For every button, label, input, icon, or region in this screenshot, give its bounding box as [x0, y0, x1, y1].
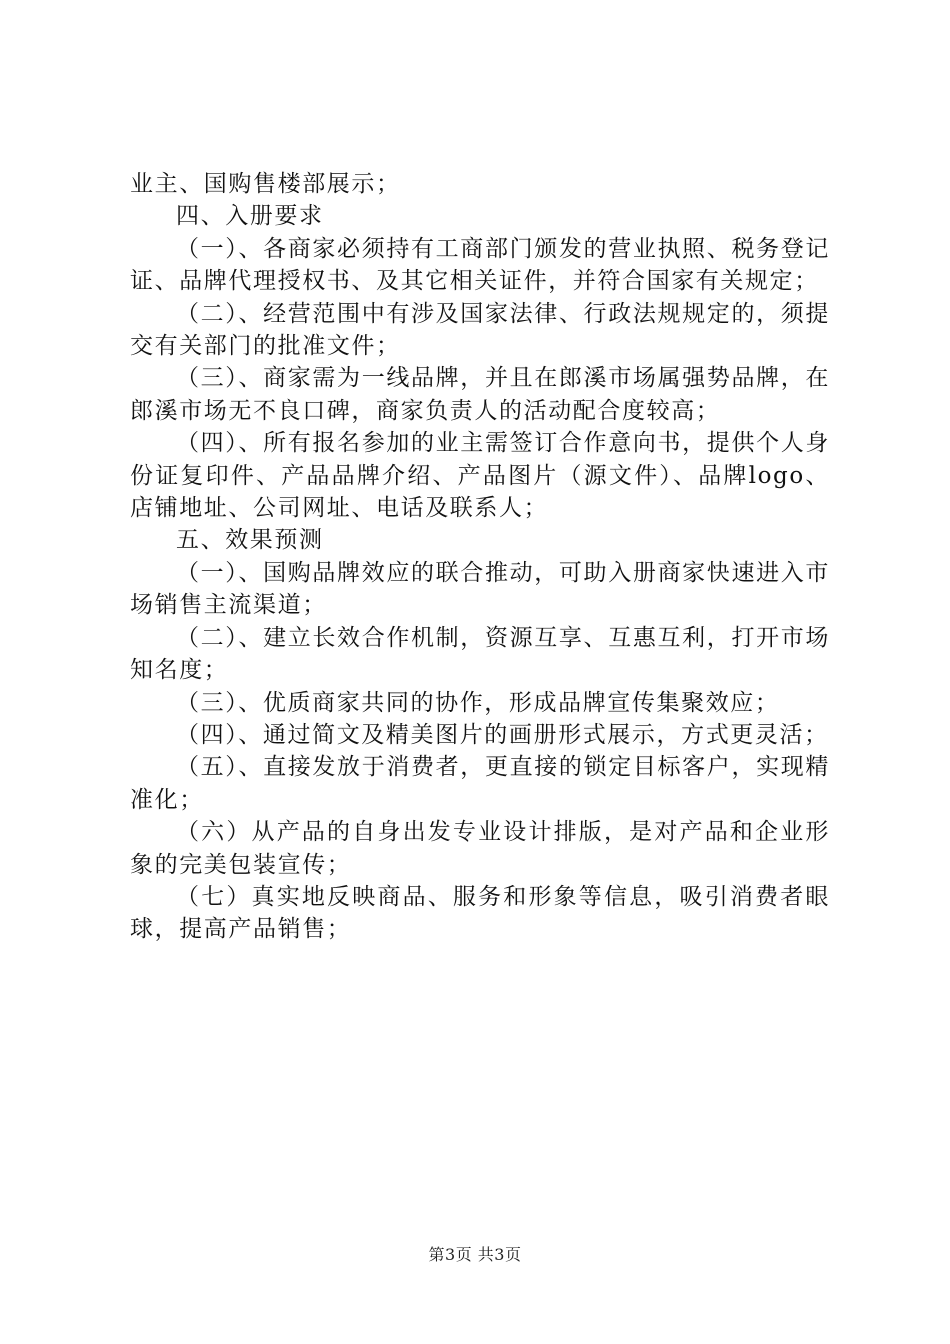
document-body — [130, 168, 830, 946]
requirement-item-1: （一）、各商家必须持有工商部门颁发的营业执照、税务登记证、品牌代理授权书、及其它相关证件，并符合国家有关规定； — [130, 235, 830, 295]
effect-item-3: （三）、优质商家共同的协作，形成品牌宣传集聚效应； — [176, 689, 780, 716]
paragraph-continuation: 业主、国购售楼部展示； — [130, 171, 401, 197]
effect-item-1: （一）、国购品牌效应的联合推动，可助入册商家快速进入市场销售主流渠道； — [130, 559, 830, 619]
section-heading-effects: 五、效果预测 — [176, 527, 324, 554]
effect-item-4: （四）、通过简文及精美图片的画册形式展示，方式更灵活； — [176, 721, 829, 748]
effect-item-6: （六）从产品的自身出发专业设计排版，是对产品和企业形象的完美包装宣传； — [130, 819, 830, 878]
effect-item-5: （五）、直接发放于消费者，更直接的锁定目标客户，实现精准化； — [130, 754, 830, 813]
requirement-item-3: （三）、商家需为一线品牌，并且在郎溪市场属强势品牌，在郎溪市场无不良口碑，商家负责人的活动配合度较高； — [130, 365, 830, 424]
effect-item-7: （七）真实地反映商品、服务和形象等信息，吸引消费者眼球，提高产品销售； — [130, 883, 830, 943]
page-footer: 第3页 共3页 — [428, 1245, 522, 1264]
requirement-item-2: （二）、经营范围中有涉及国家法律、行政法规规定的，须提交有关部门的批准文件； — [130, 300, 830, 360]
section-heading-requirements: 四、入册要求 — [176, 203, 324, 230]
effect-item-2: （二）、建立长效合作机制，资源互享、互惠互利，打开市场知名度； — [130, 624, 830, 684]
requirement-item-4: （四）、所有报名参加的业主需签订合作意向书，提供个人身份证复印件、产品品牌介绍、产品图片（源文件）、品牌logo、店铺地址、公司网址、电话及联系人； — [130, 430, 830, 522]
